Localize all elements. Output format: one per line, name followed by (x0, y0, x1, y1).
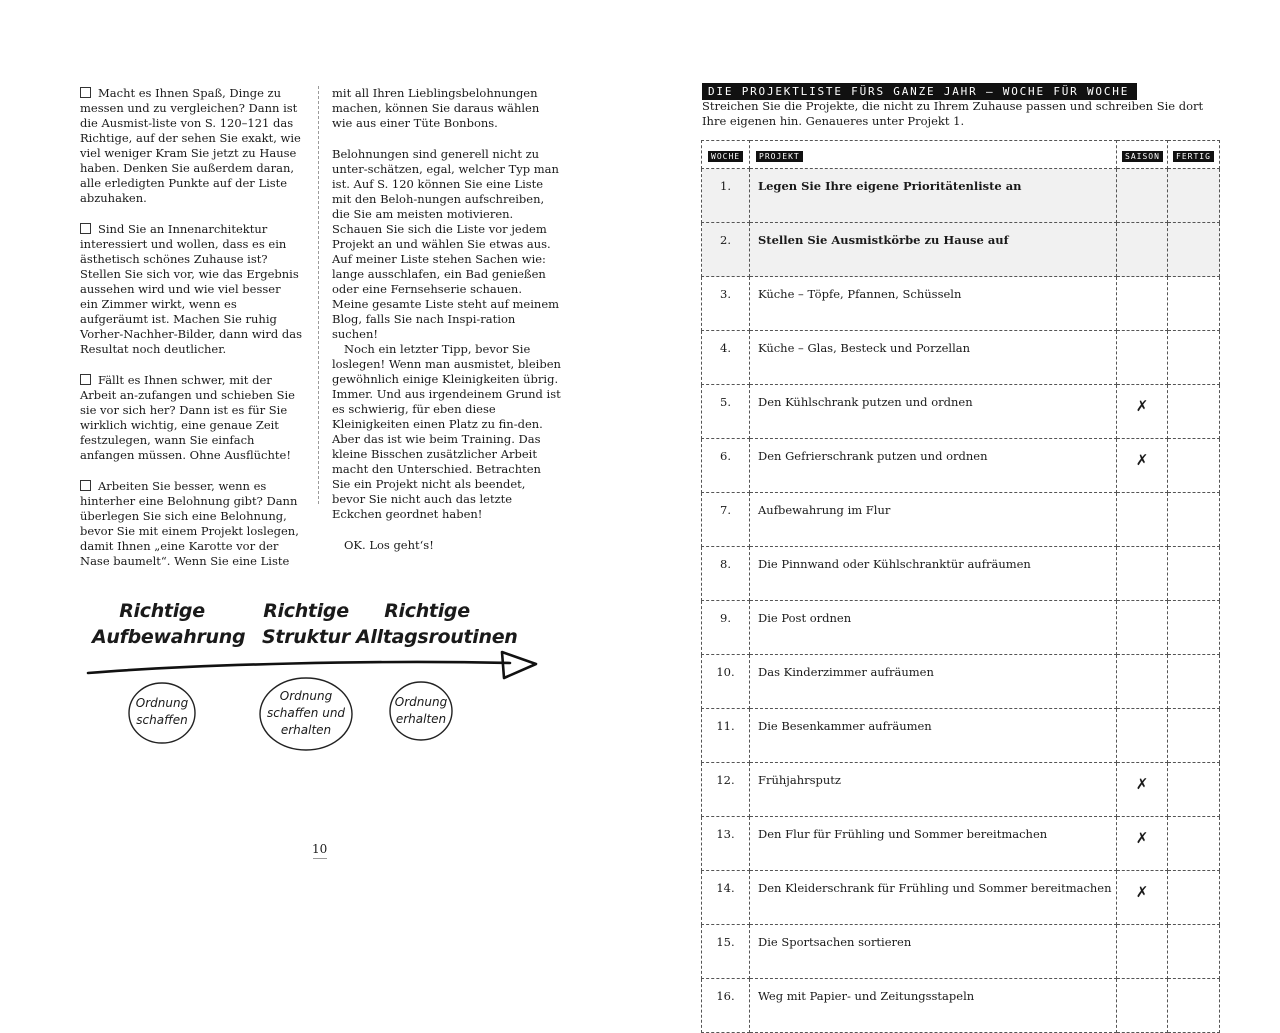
week-cell: 7. (702, 493, 750, 547)
season-cell: ✗ (1117, 385, 1168, 439)
season-cell (1117, 601, 1168, 655)
season-cell (1117, 331, 1168, 385)
week-cell: 6. (702, 439, 750, 493)
column-header-season: SAISON (1117, 141, 1168, 169)
season-cell (1117, 925, 1168, 979)
table-row (702, 979, 1220, 1033)
timeline-arrow-line (88, 662, 510, 673)
week-cell: 8. (702, 547, 750, 601)
column-header-week: WOCHE (702, 141, 750, 169)
table-row (702, 763, 1220, 817)
page-number: 10 (312, 842, 328, 856)
project-cell: Den Gefrierschrank putzen und ordnen (750, 439, 1117, 493)
project-cell: Den Kühlschrank putzen und ordnen (750, 385, 1117, 439)
diagram-label-structure: Richtige Struktur (262, 600, 350, 648)
done-cell[interactable] (1168, 925, 1220, 979)
table-row (702, 439, 1220, 493)
timeline-arrow-head (502, 652, 536, 678)
checkbox-icon[interactable] (80, 374, 91, 385)
diagram-label-routines: Richtige Alltagsroutinen (356, 600, 518, 648)
project-cell: Küche – Glas, Besteck und Porzellan (750, 331, 1117, 385)
checkbox-icon[interactable] (80, 223, 91, 234)
done-cell[interactable] (1168, 331, 1220, 385)
checklist-paragraph: Sind Sie an Innenarchitektur interessiert und wollen, dass es ein ästhetisch schönes Zuhause ist? Stellen Sie sich vor, wie das Ergebnis aussehen wird und wie viel besser ein Zimmer wirkt, wenn es aufgeräumt ist. Machen Sie ruhig Vorher-Nachher-Bilder, dann wird das Resultat noch deutlicher. (80, 222, 302, 356)
table-row (702, 223, 1220, 277)
season-cell (1117, 277, 1168, 331)
week-cell: 10. (702, 655, 750, 709)
checkbox-icon[interactable] (80, 480, 91, 491)
project-cell: Stellen Sie Ausmistkörbe zu Hause auf (750, 223, 1117, 277)
week-cell: 13. (702, 817, 750, 871)
closing-line: OK. Los geht‘s! (344, 538, 434, 552)
column-header-project: PROJEKT (750, 141, 1117, 169)
table-row (702, 547, 1220, 601)
body-paragraph: Noch ein letzter Tipp, bevor Sie loslegen! Wenn man ausmistet, bleiben gewöhnlich einige Kleinigkeiten übrig. Immer. Und aus irgendeinem Grund ist es schwierig, für eben diese Kleinigkeiten einen Platz zu fin-den. Aber das ist wie beim Training. Das kleine Bisschen zusätzlicher Arbeit macht den Unterschied. Betrachten Sie ein Projekt nicht als beendet, bevor Sie nicht auch das letzte Eckchen geordnet haben! (332, 342, 561, 521)
season-cell (1117, 223, 1168, 277)
season-cell (1117, 709, 1168, 763)
done-cell[interactable] (1168, 169, 1220, 223)
page-number-rule (313, 858, 327, 859)
diagram-label-storage: Richtige Aufbewahrung (92, 600, 246, 648)
project-table (701, 140, 1220, 1033)
season-cell: ✗ (1117, 871, 1168, 925)
table-row (702, 493, 1220, 547)
season-cell (1117, 493, 1168, 547)
week-cell: 15. (702, 925, 750, 979)
done-cell[interactable] (1168, 979, 1220, 1033)
checkbox-icon[interactable] (80, 87, 91, 98)
column-divider (318, 86, 319, 504)
week-cell: 9. (702, 601, 750, 655)
week-cell: 12. (702, 763, 750, 817)
table-row (702, 709, 1220, 763)
checklist-paragraph: Macht es Ihnen Spaß, Dinge zu messen und zu vergleichen? Dann ist die Ausmist-liste von S. 120–121 das Richtige, auf der sehen Sie exakt, wie viel weniger Kram Sie jetzt zu Hause haben. Denken Sie außerdem daran, alle erledigten Punkte auf der Liste abzuhaken. (80, 86, 301, 205)
season-cell: ✗ (1117, 817, 1168, 871)
week-cell: 4. (702, 331, 750, 385)
checklist-paragraph: Fällt es Ihnen schwer, mit der Arbeit an-zufangen und schieben Sie sie vor sich her? Dann ist es für Sie wirklich wichtig, eine genaue Zeit festzulegen, wann Sie einfach anfangen müssen. Ohne Ausflüchte! (80, 373, 295, 462)
done-cell[interactable] (1168, 493, 1220, 547)
table-row (702, 277, 1220, 331)
week-cell: 3. (702, 277, 750, 331)
body-paragraph: mit all Ihren Lieblingsbelohnungen machen, können Sie daraus wählen wie aus einer Tüte Bonbons. (332, 86, 540, 130)
done-cell[interactable] (1168, 547, 1220, 601)
table-row (702, 871, 1220, 925)
project-cell: Die Pinnwand oder Kühlschranktür aufräumen (750, 547, 1117, 601)
season-cell: ✗ (1117, 763, 1168, 817)
project-cell: Aufbewahrung im Flur (750, 493, 1117, 547)
column-header-done: FERTIG (1168, 141, 1220, 169)
project-cell: Die Post ordnen (750, 601, 1117, 655)
project-cell: Weg mit Papier- und Zeitungsstapeln (750, 979, 1117, 1033)
bubble-create-order: Ordnung schaffen (135, 696, 189, 727)
bubble-maintain-order: Ordnung erhalten (394, 695, 448, 726)
table-row (702, 169, 1220, 223)
table-header-row (702, 141, 1220, 169)
body-paragraph: Belohnungen sind generell nicht zu unter-schätzen, egal, welcher Typ man ist. Auf S. 120 können Sie eine Liste mit den Beloh-nungen aufschreiben, die Sie am meisten motivieren. Schauen Sie sich die Liste vor jedem Projekt an und wählen Sie etwas aus. Auf meiner Liste stehen Sachen wie: lange ausschlafen, ein Bad genießen oder eine Fernsehserie schauen. Meine gesamte Liste steht auf meinem Blog, falls Sie nach Inspi-ration suchen! (332, 147, 560, 341)
season-cell (1117, 979, 1168, 1033)
left-page (0, 0, 640, 904)
project-cell: Das Kinderzimmer aufräumen (750, 655, 1117, 709)
done-cell[interactable] (1168, 277, 1220, 331)
project-cell: Küche – Töpfe, Pfannen, Schüsseln (750, 277, 1117, 331)
done-cell[interactable] (1168, 709, 1220, 763)
season-cell (1117, 169, 1168, 223)
done-cell[interactable] (1168, 385, 1220, 439)
week-cell: 11. (702, 709, 750, 763)
project-cell: Die Sportsachen sortieren (750, 925, 1117, 979)
done-cell[interactable] (1168, 439, 1220, 493)
done-cell[interactable] (1168, 763, 1220, 817)
project-cell: Frühjahrsputz (750, 763, 1117, 817)
week-cell: 16. (702, 979, 750, 1033)
bubble-create-maintain-order: Ordnung schaffen und erhalten (266, 689, 346, 737)
project-cell: Legen Sie Ihre eigene Prioritätenliste an (750, 169, 1117, 223)
table-row (702, 331, 1220, 385)
intro-text: Streichen Sie die Projekte, die nicht zu Ihrem Zuhause passen und schreiben Sie dort Ihre eigenen hin. Genaueres unter Projekt 1. (702, 99, 1204, 128)
checklist-paragraph: Arbeiten Sie besser, wenn es hinterher eine Belohnung gibt? Dann überlegen Sie sich eine Belohnung, bevor Sie mit einem Projekt loslegen, damit Ihnen „eine Karotte vor der Nase baumelt“. Wenn Sie eine Liste (80, 479, 299, 568)
done-cell[interactable] (1168, 223, 1220, 277)
project-cell: Die Besenkammer aufräumen (750, 709, 1117, 763)
table-row (702, 817, 1220, 871)
week-cell: 2. (702, 223, 750, 277)
text-column-left (80, 86, 302, 585)
done-cell[interactable] (1168, 601, 1220, 655)
done-cell[interactable] (1168, 871, 1220, 925)
table-row (702, 385, 1220, 439)
week-cell: 1. (702, 169, 750, 223)
page-title: DIE PROJEKTLISTE FÜRS GANZE JAHR – WOCHE FÜR WOCHE (702, 83, 1137, 100)
season-cell: ✗ (1117, 439, 1168, 493)
done-cell[interactable] (1168, 817, 1220, 871)
season-cell (1117, 655, 1168, 709)
text-column-right (332, 86, 562, 553)
season-cell (1117, 547, 1168, 601)
project-cell: Den Kleiderschrank für Frühling und Sommer bereitmachen (750, 871, 1117, 925)
week-cell: 14. (702, 871, 750, 925)
done-cell[interactable] (1168, 655, 1220, 709)
week-cell: 5. (702, 385, 750, 439)
table-row (702, 601, 1220, 655)
table-row (702, 925, 1220, 979)
table-row (702, 655, 1220, 709)
project-cell: Den Flur für Frühling und Sommer bereitmachen (750, 817, 1117, 871)
